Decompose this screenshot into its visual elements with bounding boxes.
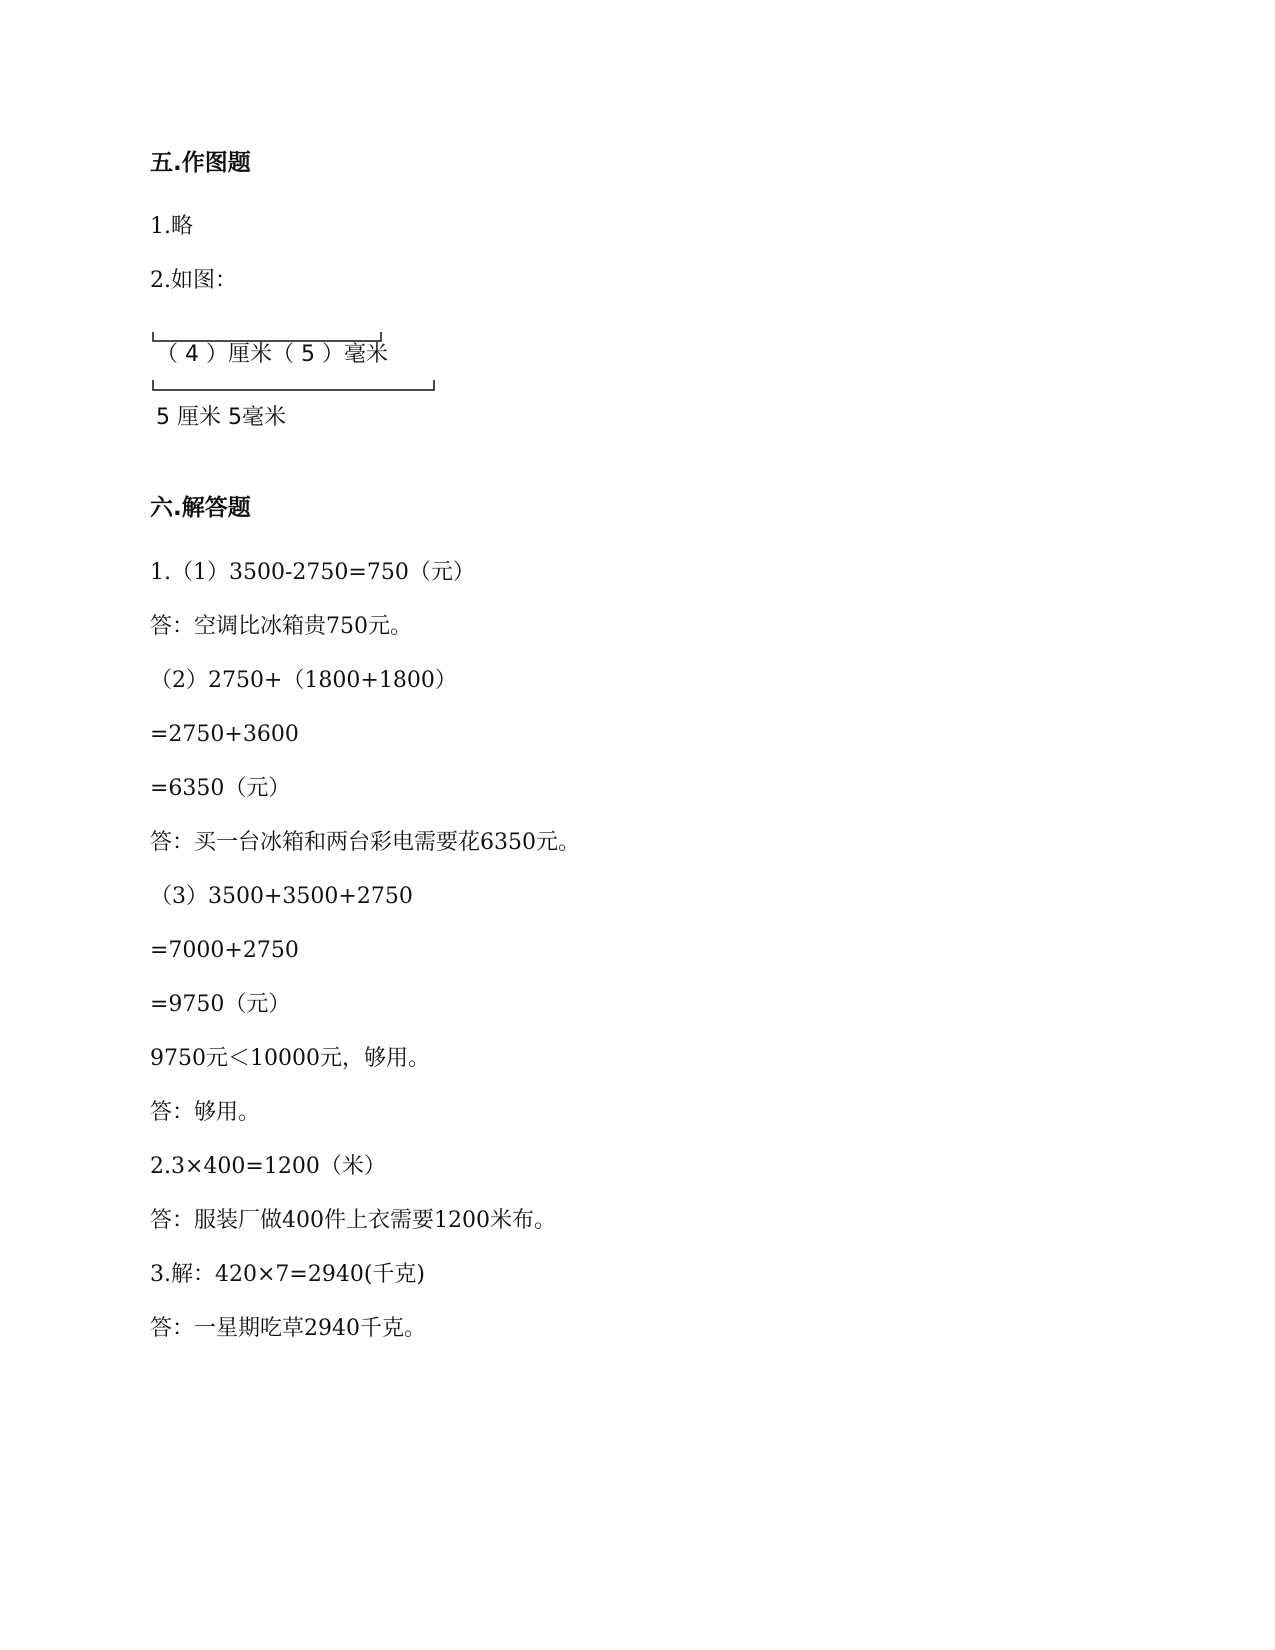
answer-line: =6350（元） [150, 776, 291, 801]
answer-line: 1.（1）3500-2750=750（元） [150, 560, 475, 585]
answer-line: 1.略 [150, 214, 193, 239]
segment-1 [153, 332, 381, 341]
answer-line: （2）2750+（1800+1800） [150, 668, 457, 693]
answer-line: （3）3500+3500+2750 [150, 884, 413, 909]
answer-line: 答：空调比冰箱贵750元。 [150, 614, 412, 639]
answer-line: =9750（元） [150, 992, 291, 1017]
answer-line: 答：够用。 [150, 1100, 261, 1125]
section-title-solutions: 六.解答题 [150, 495, 251, 521]
answer-line: 2.3×400=1200（米） [150, 1154, 386, 1179]
answer-line: 答：服装厂做400件上衣需要1200米布。 [150, 1208, 556, 1233]
ruler-figure [150, 330, 470, 460]
answer-line: 答：一星期吃草2940千克。 [150, 1316, 426, 1341]
section-title-drawing: 五.作图题 [150, 150, 251, 176]
segment-2-label: 5 厘米 5毫米 [156, 405, 286, 430]
answer-line: 答：买一台冰箱和两台彩电需要花6350元。 [150, 830, 580, 855]
answer-line: 2.如图： [150, 268, 237, 293]
answer-line: 3.解：420×7=2940(千克) [150, 1262, 426, 1287]
answer-line: 9750元＜10000元，够用。 [150, 1046, 430, 1071]
answer-line: =2750+3600 [150, 722, 299, 747]
answer-line: =7000+2750 [150, 938, 299, 963]
segment-2 [153, 380, 434, 390]
segment-1-label: （ 4 ）厘米（ 5 ）毫米 [156, 342, 388, 367]
